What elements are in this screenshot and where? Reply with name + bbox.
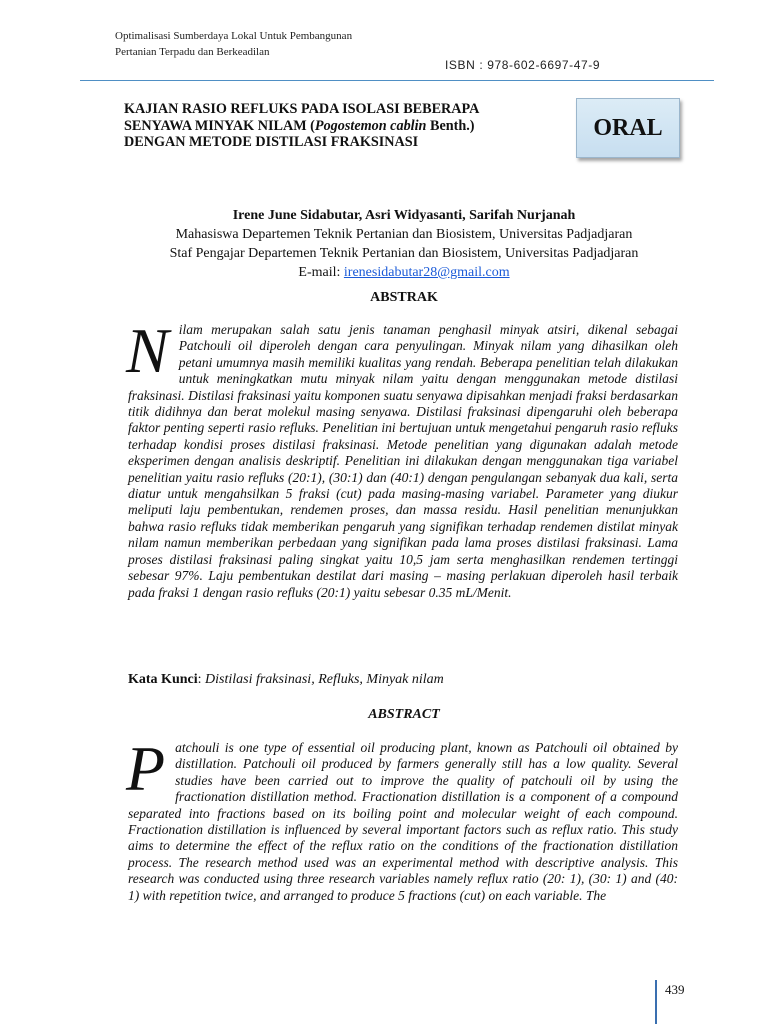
abstrak-heading: ABSTRAK (370, 290, 438, 305)
isbn: ISBN : 978-602-6697-47-9 (445, 58, 601, 72)
keywords-label: Kata Kunci (128, 672, 198, 687)
keywords-value: Distilasi fraksinasi, Refluks, Minyak nilam (205, 672, 444, 687)
abstract-text: atchouli is one type of essential oil producing plant, known as Patchouli oil obtained by distillation. Patchouli oil produced by farmers generally still has a low quality. Several studies have been carried out to improve the quality of patchouli oil by using the fractionation distillation method. Fractionation distillation is a component of a compound separated into fractions based on its boiling point and molecular weight of each compound. Fractionation distillation is influenced by several important factors such as reflux ratio. This study aims to determine the effect of the reflux ratio on the conditions of the fractionation distillation process. The research method used was an experimental method with descriptive analysis. This research was conducted using three research variables namely reflux ratio (20: 1), (30: 1) and (40: 1) with repetition twice, and arranged to produce 5 fractions (cut) on each variable. The (128, 740, 678, 903)
affiliation-2: Staf Pengajar Departemen Teknik Pertanian dan Biosistem, Universitas Padjadjaran (169, 246, 639, 261)
abstrak-dropcap: N (126, 315, 169, 386)
species-name: Pogostemon cablin (314, 117, 427, 134)
title-line-2 (124, 118, 554, 135)
keywords-separator: : (197, 672, 206, 687)
abstract-heading: ABSTRACT (368, 707, 440, 722)
title-line-1: KAJIAN RASIO REFLUKS PADA ISOLASI BEBERAPA (124, 101, 480, 117)
abstract-body (126, 733, 678, 904)
running-header (115, 28, 352, 60)
header-divider (80, 80, 714, 81)
abstrak-body (126, 315, 678, 601)
title-line-2-post: Benth.) (426, 117, 475, 134)
paper-title (124, 101, 554, 151)
oral-badge: ORAL (576, 98, 680, 158)
title-line-3: DENGAN METODE DISTILASI FRAKSINASI (124, 134, 419, 150)
email-link[interactable]: irenesidabutar28@gmail.com (343, 265, 510, 280)
running-header-line-2: Pertanian Terpadu dan Berkeadilan (115, 46, 270, 58)
author-block (130, 206, 678, 282)
email-label: E-mail: (298, 265, 344, 280)
email-line (130, 263, 678, 282)
page-number: 439 (665, 982, 685, 997)
abstrak-text: ilam merupakan salah satu jenis tanaman penghasil minyak atsiri, dikenal sebagai Patchouli oil diperoleh dengan cara penyulingan. Minyak nilam yang dihasilkan oleh petani umumnya masih memiliki kualitas yang rendah. Beberapa penelitian telah dilakukan untuk meningkatkan mutu minyak nilam yaitu dengan menggunakan metode distilasi fraksinasi. Distilasi fraksinasi yaitu komponen suatu senyawa dipisahkan menjadi fraksi berdasarkan titik didihnya dan berat molekul masing senyawa. Distilasi fraksinasi dipengaruhi oleh beberapa faktor penting seperti rasio refluks. Penelitian ini bertujuan untuk mengetahui pengaruh rasio refluks terhadap kondisi proses distilasi fraksinasi. Metode penelitian yang digunakan adalah metode eksperimen dengan analisis deskriptif. Penelitian ini dilakukan dengan menggunakan tiga variabel penelitian yaitu rasio refluks (20:1), (30:1) dan (40:1) dengan pengulangan sebanyak dua kali, serta diatur untuk mengahsilkan 5 fraksi (cut) pada masing-masing variabel. Parameter yang diukur meliputi laju pembentukan, rendemen proses, dan massa residu. Hasil penelitian menunjukkan bahwa rasio refluks tidak memberikan pengaruh yang signifikan terhadap rendemen distilat minyak nilam namun memberikan perbedaan yang signifikan pada lama proses distilasi fraksinasi. Lama proses distilasi fraksinasi paling singkat yaitu 10,5 jam serta menghasilkan rendemen tertinggi sebesar 97%. Laju pembentukan destilat dari masing – masing perlakuan diperoleh hasil terbaik pada fraksi 1 dengan rasio refluks (20:1) yaitu sebesar 0.35 mL/Menit. (128, 322, 678, 600)
abstract-dropcap: P (126, 733, 166, 804)
author-names: Irene June Sidabutar, Asri Widyasanti, Sarifah Nurjanah (232, 208, 576, 223)
footer-divider (655, 980, 657, 1024)
affiliation-1: Mahasiswa Departemen Teknik Pertanian dan Biosistem, Universitas Padjadjaran (175, 227, 633, 242)
keywords (128, 672, 444, 688)
running-header-line-1: Optimalisasi Sumberdaya Lokal Untuk Pembangunan (115, 30, 353, 42)
title-line-2-pre: SENYAWA MINYAK NILAM ( (124, 117, 315, 134)
